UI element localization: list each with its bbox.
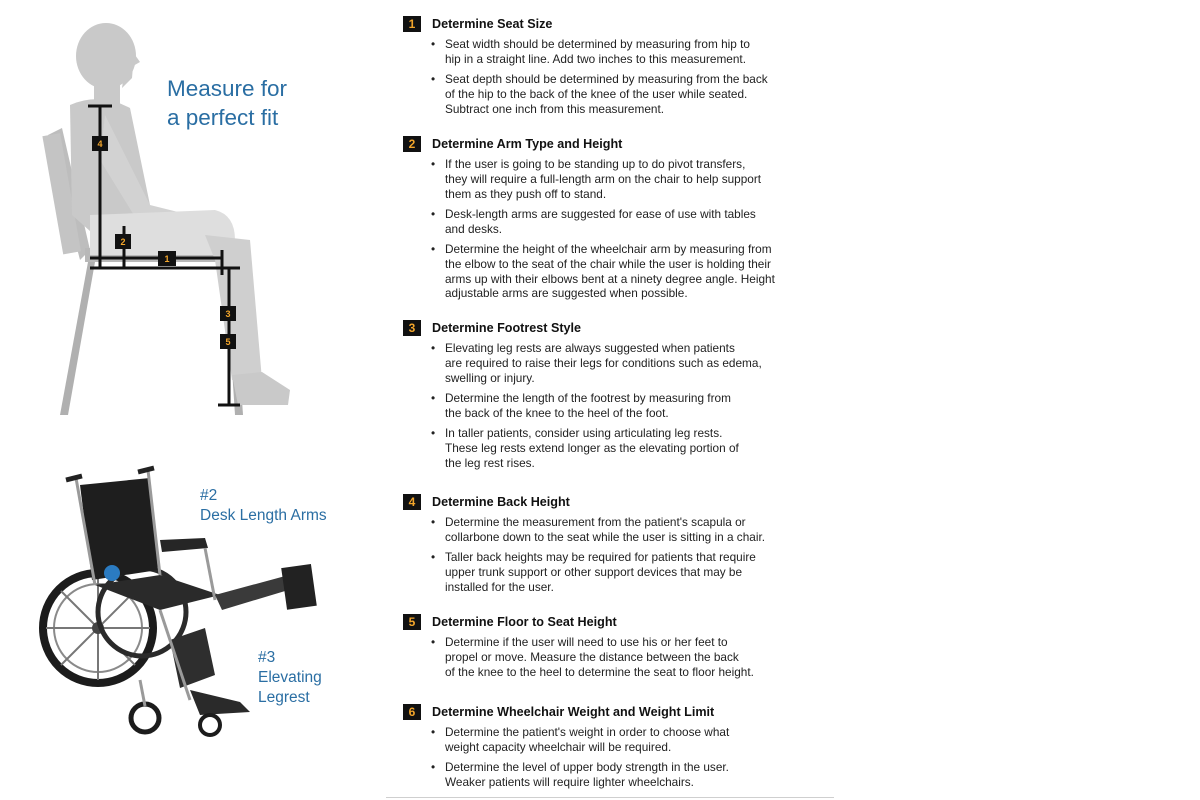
- measure-headline: [167, 74, 367, 132]
- bullet-line: Elevating leg rests are always suggested when patients: [445, 341, 735, 355]
- bullet-line: them as they push off to stand.: [445, 186, 607, 201]
- section-title: Determine Seat Size: [432, 17, 553, 31]
- bullet-item: [431, 72, 823, 116]
- bullet-list: [403, 37, 823, 116]
- bullet-list: [403, 157, 823, 301]
- bullet-item: [431, 242, 823, 301]
- section-number-badge: 1: [403, 16, 421, 32]
- bullet-line: are required to raise their legs for conditions such as edema,: [445, 355, 762, 370]
- bullet-line: Subtract one inch from this measurement.: [445, 101, 664, 116]
- bullet-list: [403, 515, 823, 594]
- section-floor-to-seat-height: [403, 613, 823, 685]
- bullet-list: [403, 725, 823, 790]
- bullet-line: If the user is going to be standing up to do pivot transfers,: [445, 157, 746, 171]
- caption-legrest-number: #3: [258, 649, 276, 666]
- bullet-line: Determine the measurement from the patient's scapula or: [445, 515, 746, 529]
- bullet-item: [431, 725, 823, 755]
- section-title: Determine Wheelchair Weight and Weight Limit: [432, 705, 715, 719]
- instructions-column: [403, 0, 823, 800]
- section-title: Determine Footrest Style: [432, 321, 582, 335]
- section-number-badge: 2: [403, 136, 421, 152]
- bullet-item: [431, 426, 823, 470]
- bullet-line: adjustable arms are suggested when possible.: [445, 286, 688, 301]
- section-weight-limit: [403, 703, 823, 795]
- bullet-line: Desk-length arms are suggested for ease of use with tables: [445, 206, 756, 221]
- bottom-divider: [386, 797, 834, 798]
- section-footrest-style: [403, 319, 823, 476]
- badge-5: [220, 334, 236, 349]
- section-title: Determine Floor to Seat Height: [432, 615, 617, 629]
- svg-text:1: 1: [164, 254, 170, 264]
- bullet-line: weight capacity wheelchair will be required.: [445, 739, 672, 754]
- bullet-line: Determine the patient's weight in order to choose what: [445, 725, 730, 739]
- section-seat-size: [403, 15, 823, 122]
- caption-arms-text: Desk Length Arms: [200, 507, 327, 524]
- bullet-line: and desks.: [445, 221, 503, 236]
- bullet-line: arms up with their elbows bent at a ninety degree angle. Height: [445, 271, 775, 286]
- bullet-item: [431, 391, 823, 421]
- svg-text:4: 4: [97, 139, 103, 149]
- svg-text:3: 3: [225, 309, 231, 319]
- badge-1: [158, 251, 176, 266]
- bullet-line: Determine the height of the wheelchair arm by measuring from: [445, 241, 772, 256]
- bullet-item: [431, 37, 823, 67]
- bullet-item: [431, 157, 823, 201]
- section-number-badge: 4: [403, 494, 421, 510]
- bullet-line: installed for the user.: [445, 579, 554, 594]
- section-arm-type-height: [403, 135, 823, 307]
- illustration-panel: [0, 0, 385, 800]
- bullet-line: upper trunk support or other support devices that may be: [445, 564, 743, 579]
- elevating-legrest-caption: [258, 648, 322, 708]
- bullet-line: the back of the knee to the heel of the foot.: [445, 405, 669, 420]
- section-number-badge: 6: [403, 704, 421, 720]
- caption-legrest-text-1: Elevating: [258, 669, 322, 686]
- bullet-line: of the hip to the back of the knee of the user while seated.: [445, 86, 748, 101]
- caption-legrest-text-2: Legrest: [258, 689, 310, 706]
- bullet-line: the elbow to the seat of the chair while the user is holding their: [445, 256, 771, 271]
- badge-2: [115, 234, 131, 249]
- headline-line-1: Measure for: [167, 76, 288, 101]
- svg-text:5: 5: [225, 337, 231, 347]
- bullet-line: In taller patients, consider using articulating leg rests.: [445, 425, 723, 440]
- svg-text:2: 2: [120, 237, 126, 247]
- bullet-list: [403, 635, 823, 679]
- section-number-badge: 5: [403, 614, 421, 630]
- bullet-line: Determine if the user will need to use his or her feet to: [445, 635, 728, 649]
- bullet-list: [403, 341, 823, 470]
- bullet-line: Weaker patients will require lighter wheelchairs.: [445, 774, 694, 789]
- bullet-line: they will require a full-length arm on the chair to help support: [445, 171, 762, 186]
- bullet-line: the leg rest rises.: [445, 455, 535, 470]
- badge-3: [220, 306, 236, 321]
- bullet-item: [431, 760, 823, 790]
- headline-line-2: a perfect fit: [167, 105, 279, 130]
- bullet-line: Determine the length of the footrest by measuring from: [445, 390, 731, 405]
- bullet-item: [431, 207, 823, 237]
- bullet-line: Seat depth should be determined by measuring from the back: [445, 72, 768, 87]
- section-title: Determine Back Height: [432, 495, 570, 509]
- bullet-line: Seat width should be determined by measuring from hip to: [445, 37, 750, 51]
- caption-arms-number: #2: [200, 487, 218, 504]
- section-title: Determine Arm Type and Height: [432, 137, 623, 151]
- section-number-badge: 3: [403, 320, 421, 336]
- bullet-line: propel or move. Measure the distance between the back: [445, 649, 739, 664]
- section-back-height: [403, 493, 823, 600]
- bullet-line: swelling or injury.: [445, 370, 535, 385]
- bullet-line: Taller back heights may be required for patients that require: [445, 550, 756, 565]
- bullet-line: collarbone down to the seat while the user is sitting in a chair.: [445, 529, 766, 544]
- bullet-item: [431, 550, 823, 594]
- desk-length-arms-caption: [200, 486, 327, 526]
- bullet-item: [431, 515, 823, 545]
- bullet-line: Determine the level of upper body strength in the user.: [445, 760, 729, 775]
- bullet-line: These leg rests extend longer as the elevating portion of: [445, 440, 739, 455]
- badge-4: [92, 136, 108, 151]
- bullet-item: [431, 341, 823, 385]
- bullet-line: hip in a straight line. Add two inches to this measurement.: [445, 51, 746, 66]
- bullet-line: of the knee to the heel to determine the seat to floor height.: [445, 664, 754, 679]
- bullet-item: [431, 635, 823, 679]
